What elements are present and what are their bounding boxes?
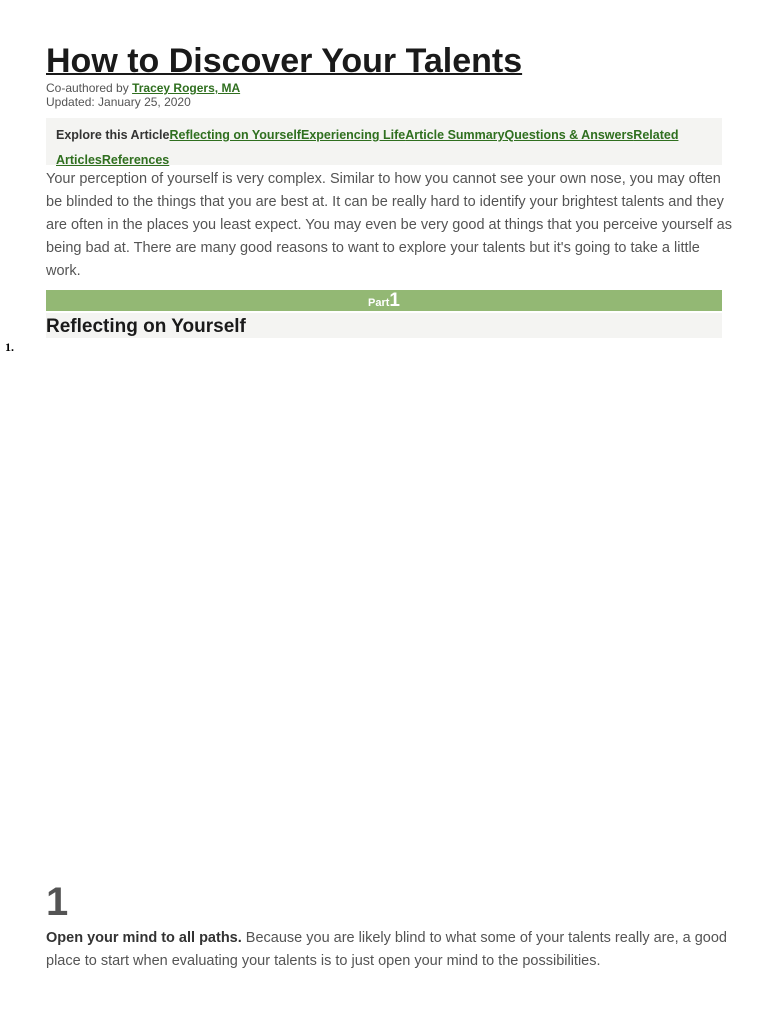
toc-link-related[interactable]: Related Articles <box>56 128 679 167</box>
toc-link-experiencing[interactable]: Experiencing Life <box>300 128 406 142</box>
step-bold-lead: Open your mind to all paths. <box>46 930 242 946</box>
byline <box>46 81 240 95</box>
section-header <box>46 313 722 338</box>
toc-link-reflecting[interactable]: Reflecting on Yourself <box>169 128 301 142</box>
byline-prefix: Co-authored by <box>46 81 133 95</box>
toc-link-qa[interactable]: Questions & Answers <box>504 128 634 142</box>
part-banner <box>46 290 722 311</box>
intro-paragraph: Your perception of yourself is very complex. Similar to how you cannot see your own nose, you may often be blinded to the things that you are best at. It can be really hard to identify your brightest talents and they are often in the places you least expect. You may even be very good at things that you perceive yourself as being bad at. There are many good reasons to want to explore your talents but it's going to take a little work. <box>46 171 732 279</box>
step-text <box>46 927 736 973</box>
toc-link-references[interactable]: References <box>101 153 170 167</box>
section-title: Reflecting on Yourself <box>46 316 246 337</box>
updated-date: Updated: January 25, 2020 <box>46 95 191 109</box>
toc-link-summary[interactable]: Article Summary <box>405 128 505 142</box>
article-title: How to Discover Your Talents <box>46 42 523 80</box>
part-label: Part <box>368 297 390 309</box>
part-number: 1 <box>389 290 400 311</box>
step-body: Because you are likely blind to what some of your talents really are, a good place to start when evaluating your talents is to just open your mind to the possibilities. <box>46 930 727 969</box>
explore-article-toc <box>46 118 722 165</box>
list-marker: 1. <box>5 340 14 354</box>
step-number: 1 <box>46 880 69 924</box>
author-link[interactable]: Tracey Rogers, MA <box>132 81 241 95</box>
toc-label: Explore this Article <box>56 128 170 142</box>
